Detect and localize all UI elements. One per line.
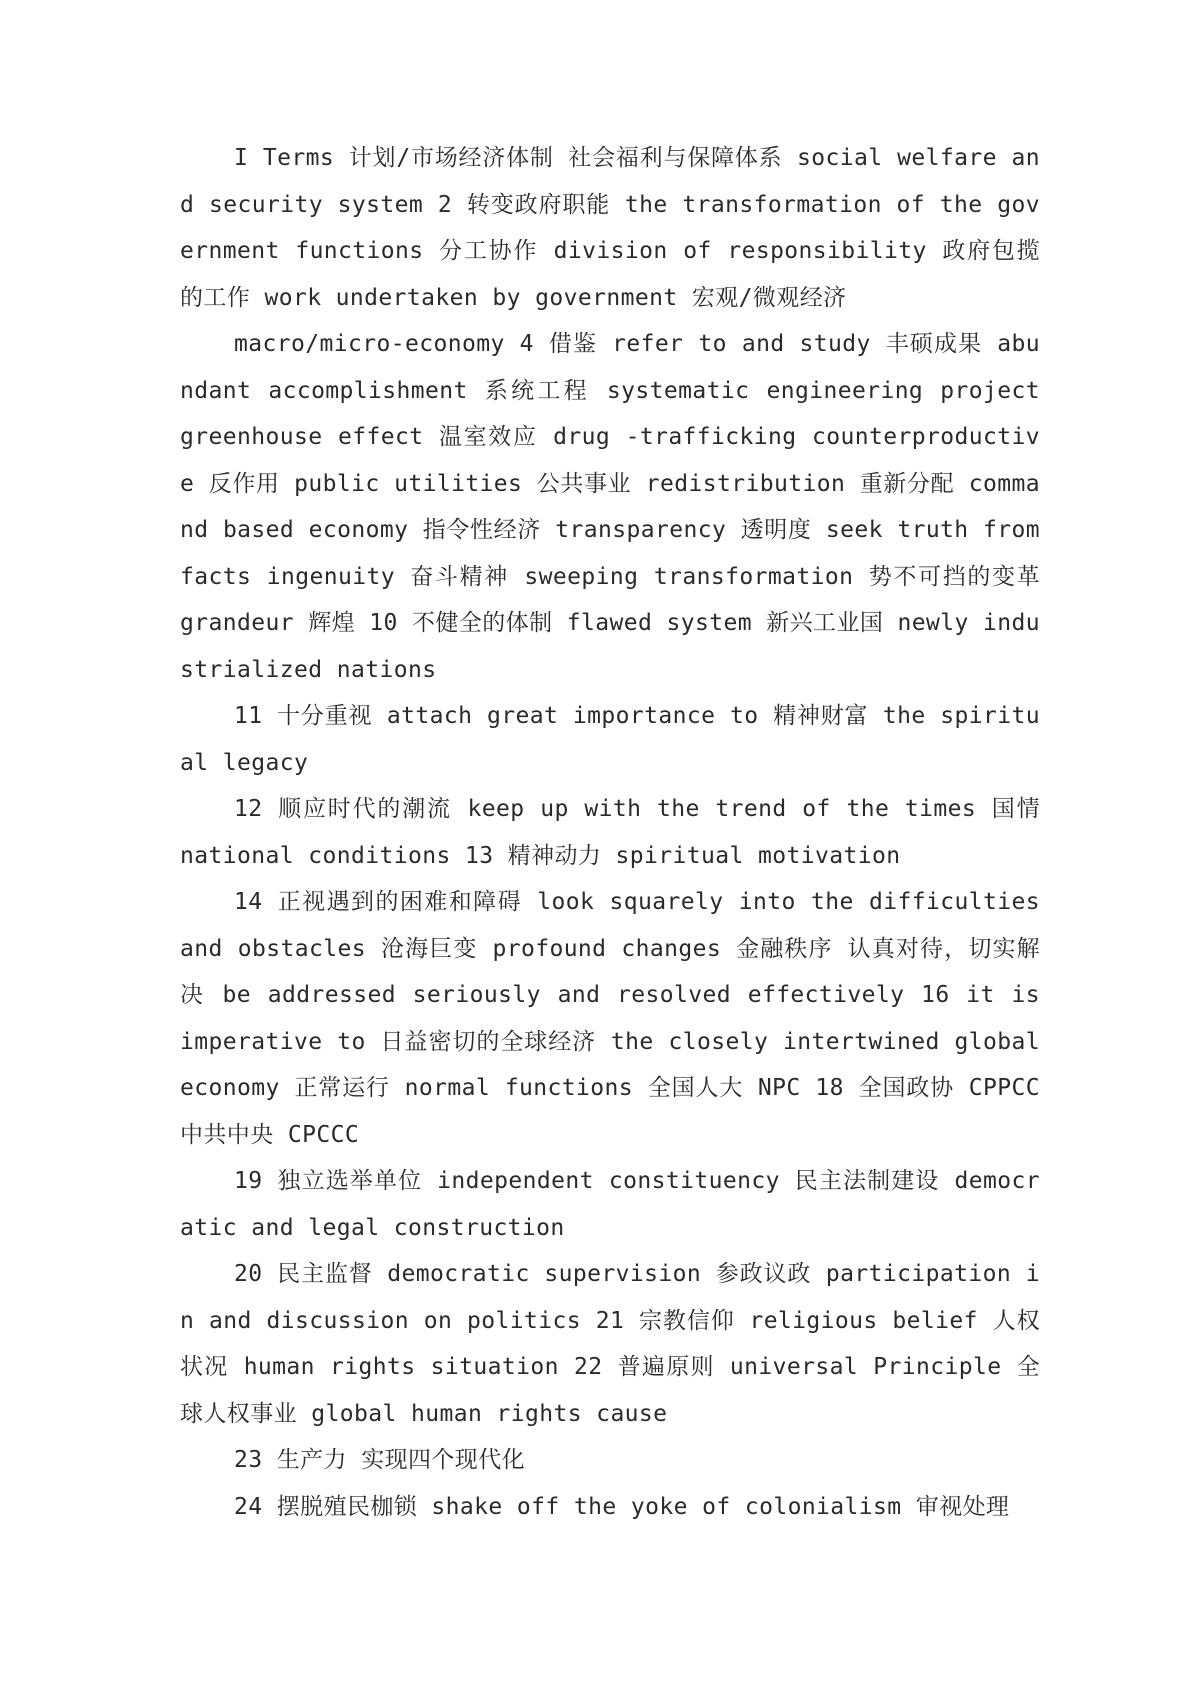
paragraph-4: 12 顺应时代的潮流 keep up with the trend of the times 国情 national conditions 13 精神动力 spiritual motivation (180, 796, 1040, 869)
paragraph-1: I Terms 计划/市场经济体制 社会福利与保障体系 social welfare and security system 2 转变政府职能 the transformation of the government functions 分工协作 division of responsibility 政府包揽的工作 work undertaken by government 宏观/微观经济 (180, 145, 1040, 311)
paragraph-2: macro/micro-economy 4 借鉴 refer to and study 丰硕成果 abundant accomplishment 系统工程 systematic engineering project greenhouse effect 温室效应 drug -trafficking counterproductive 反作用 public utilities 公共事业 redistribution 重新分配 command based economy 指令性经济 transparency 透明度 seek truth from facts ingenuity 奋斗精神 sweeping transformation 势不可挡的变革 grandeur 辉煌 10 不健全的体制 flawed system 新兴工业国 newly industrialized nations (180, 331, 1040, 683)
paragraph-3: 11 十分重视 attach great importance to 精神财富 the spiritual legacy (180, 703, 1040, 776)
paragraph-8: 23 生产力 实现四个现代化 (234, 1447, 525, 1473)
paragraph-9: 24 摆脱殖民枷锁 shake off the yoke of colonialism 审视处理 (234, 1493, 1010, 1520)
paragraph-5: 14 正视遇到的困难和障碍 look squarely into the difficulties and obstacles 沧海巨变 profound changes 金融秩序 认真对待，切实解决 be addressed seriously and resolved effectively 16 it is imperative to 日益密切的全球经济 the closely intertwined global economy 正常运行 normal functions 全国人大 NPC 18 全国政协 CPPCC 中共中央 CPCCC (180, 889, 1040, 1148)
document-body (180, 135, 1040, 1530)
paragraph-7: 20 民主监督 democratic supervision 参政议政 participation in and discussion on politics 21 宗教信仰 religious belief 人权状况 human rights situation 22 普遍原则 universal Principle 全球人权事业 global human rights cause (180, 1261, 1040, 1427)
paragraph-6: 19 独立选举单位 independent constituency 民主法制建设 democratic and legal construction (180, 1168, 1040, 1241)
